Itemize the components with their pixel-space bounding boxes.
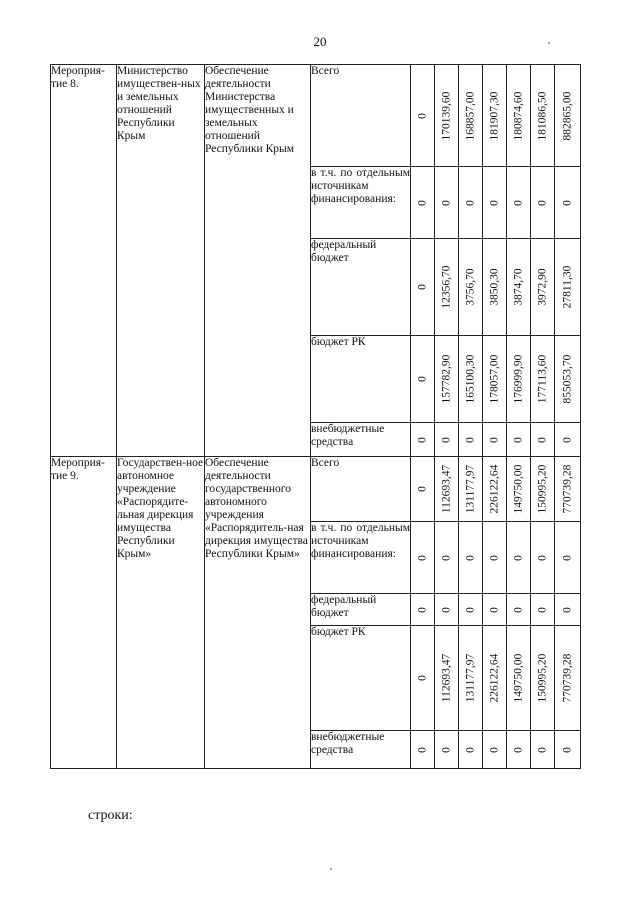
- value-cell: [483, 594, 507, 626]
- value-cell: [507, 423, 531, 457]
- value-cell: [507, 594, 531, 626]
- value-cell: [483, 65, 507, 167]
- value-text: 150995,20: [536, 653, 548, 703]
- value-cell: [435, 239, 459, 336]
- value-text: 0: [416, 554, 428, 561]
- value-cell: [435, 65, 459, 167]
- value-text: 0: [416, 606, 428, 613]
- value-cell: [531, 65, 555, 167]
- value-text: 0: [536, 746, 548, 753]
- value-text: 3850,30: [488, 268, 500, 306]
- value-text: 0: [440, 436, 452, 443]
- value-cell: [459, 336, 483, 423]
- value-text: 0: [512, 554, 524, 561]
- value-text: 176999,90: [512, 354, 524, 404]
- value-text: 131177,97: [464, 653, 476, 703]
- value-cell: [459, 65, 483, 167]
- value-text: 3972,90: [536, 268, 548, 306]
- value-text: 180874,60: [512, 91, 524, 140]
- event-cell: Мероприя-тие 8.: [51, 65, 117, 457]
- value-text: 0: [488, 436, 500, 443]
- value-text: 0: [561, 199, 573, 206]
- funding-category: Всего: [311, 65, 411, 167]
- value-text: 0: [512, 746, 524, 753]
- value-text: 0: [512, 606, 524, 613]
- value-text: 226122,64: [488, 653, 500, 703]
- value-text: 0: [440, 606, 452, 613]
- value-cell: [411, 239, 435, 336]
- value-text: 855053,70: [561, 354, 573, 404]
- value-text: 149750,00: [512, 653, 524, 703]
- value-cell: [555, 457, 581, 522]
- value-cell: [435, 336, 459, 423]
- value-cell: [435, 423, 459, 457]
- value-cell: [507, 336, 531, 423]
- table-row: [51, 65, 581, 167]
- value-cell: [555, 65, 581, 167]
- value-text: 0: [416, 675, 428, 681]
- value-text: 770739,28: [561, 464, 573, 514]
- value-text: 0: [464, 199, 476, 206]
- value-cell: [459, 594, 483, 626]
- value-text: 178057,00: [488, 354, 500, 404]
- value-cell: [555, 626, 581, 731]
- value-cell: [555, 336, 581, 423]
- value-cell: [555, 594, 581, 626]
- value-cell: [531, 336, 555, 423]
- value-cell: [459, 457, 483, 522]
- value-text: 0: [440, 554, 452, 561]
- value-cell: [483, 731, 507, 769]
- value-cell: [531, 594, 555, 626]
- value-cell: [411, 626, 435, 731]
- footer-text: строки:: [88, 808, 133, 823]
- value-cell: [507, 731, 531, 769]
- value-text: 0: [561, 606, 573, 613]
- value-text: 0: [488, 554, 500, 561]
- value-text: 168857,00: [464, 91, 476, 140]
- value-text: 0: [561, 746, 573, 753]
- value-cell: [531, 423, 555, 457]
- executor-cell: Министерство имуществен-ных и земельных отношений Республики Крым: [117, 65, 205, 457]
- value-cell: [555, 239, 581, 336]
- value-cell: [555, 423, 581, 457]
- value-cell: [459, 522, 483, 594]
- value-cell: [459, 731, 483, 769]
- purpose-cell: Обеспечение деятельности Министерства имущественных и земельных отношений Республики Крым: [205, 65, 311, 457]
- value-text: 112693,47: [440, 653, 452, 703]
- value-cell: [507, 167, 531, 239]
- financing-table: [50, 64, 581, 769]
- table-row: [51, 457, 581, 522]
- value-text: 0: [464, 554, 476, 561]
- value-text: 0: [536, 199, 548, 206]
- value-text: 150995,20: [536, 464, 548, 514]
- value-text: 157782,90: [440, 354, 452, 404]
- scan-speck: [548, 42, 550, 44]
- value-text: 0: [536, 436, 548, 443]
- value-cell: [507, 626, 531, 731]
- value-cell: [435, 731, 459, 769]
- value-cell: [435, 594, 459, 626]
- value-text: 0: [488, 746, 500, 753]
- value-cell: [555, 522, 581, 594]
- value-cell: [507, 65, 531, 167]
- value-cell: [531, 731, 555, 769]
- value-cell: [483, 626, 507, 731]
- value-text: 0: [464, 436, 476, 443]
- value-cell: [483, 457, 507, 522]
- value-cell: [555, 731, 581, 769]
- funding-category: федеральный бюджет: [311, 594, 411, 626]
- value-text: 0: [536, 606, 548, 613]
- value-text: 131177,97: [464, 464, 476, 514]
- value-text: 0: [488, 199, 500, 206]
- value-text: 0: [464, 606, 476, 613]
- value-text: 0: [561, 436, 573, 443]
- value-text: 0: [536, 554, 548, 561]
- value-cell: [411, 522, 435, 594]
- value-text: 112693,47: [440, 464, 452, 514]
- value-text: 3756,70: [464, 268, 476, 306]
- value-text: 0: [416, 284, 428, 290]
- funding-category: в т.ч. по отдельным источникам финансирования:: [311, 167, 411, 239]
- value-cell: [459, 239, 483, 336]
- value-cell: [483, 423, 507, 457]
- value-text: 0: [512, 199, 524, 206]
- value-text: 0: [440, 746, 452, 753]
- event-cell: Мероприя-тие 9.: [51, 457, 117, 769]
- value-text: 170139,60: [440, 91, 452, 140]
- value-cell: [507, 239, 531, 336]
- value-text: 0: [440, 199, 452, 206]
- funding-category: в т.ч. по отдельным источникам финансирования:: [311, 522, 411, 594]
- value-cell: [507, 457, 531, 522]
- value-cell: [483, 167, 507, 239]
- funding-category: внебюджетные средства: [311, 423, 411, 457]
- executor-cell: Государствен-ное автономное учреждение «Распорядите-льная дирекция имущества Республики Крым»: [117, 457, 205, 769]
- purpose-cell: Обеспечение деятельности государственного автономного учреждения «Распорядитель-ная дирекция имущества Республики Крым»: [205, 457, 311, 769]
- value-cell: [531, 239, 555, 336]
- value-text: 0: [416, 112, 428, 119]
- value-text: 12356,70: [440, 265, 452, 309]
- value-text: 0: [416, 746, 428, 753]
- value-cell: [507, 522, 531, 594]
- value-cell: [531, 457, 555, 522]
- value-cell: [531, 522, 555, 594]
- value-text: 149750,00: [512, 464, 524, 514]
- value-text: 882865,00: [561, 91, 573, 140]
- value-text: 0: [464, 746, 476, 753]
- value-text: 0: [416, 376, 428, 382]
- value-text: 181907,30: [488, 91, 500, 140]
- funding-category: бюджет РК: [311, 626, 411, 731]
- funding-category: бюджет РК: [311, 336, 411, 423]
- value-cell: [555, 167, 581, 239]
- value-text: 226122,64: [488, 464, 500, 514]
- value-text: 770739,28: [561, 653, 573, 703]
- value-cell: [483, 522, 507, 594]
- value-cell: [531, 167, 555, 239]
- funding-category: федеральный бюджет: [311, 239, 411, 336]
- value-cell: [459, 423, 483, 457]
- value-cell: [411, 457, 435, 522]
- value-cell: [483, 239, 507, 336]
- value-text: 0: [416, 486, 428, 492]
- value-text: 0: [488, 606, 500, 613]
- value-text: 0: [416, 436, 428, 443]
- value-cell: [435, 626, 459, 731]
- scan-speck: [330, 868, 332, 870]
- value-cell: [411, 731, 435, 769]
- value-cell: [459, 626, 483, 731]
- value-cell: [483, 336, 507, 423]
- value-cell: [411, 336, 435, 423]
- value-cell: [531, 626, 555, 731]
- value-cell: [459, 167, 483, 239]
- value-cell: [411, 594, 435, 626]
- value-text: 181086,50: [536, 91, 548, 140]
- funding-category: Всего: [311, 457, 411, 522]
- value-cell: [411, 423, 435, 457]
- value-text: 0: [561, 554, 573, 561]
- value-cell: [411, 167, 435, 239]
- value-text: 0: [512, 436, 524, 443]
- value-cell: [435, 457, 459, 522]
- value-cell: [411, 65, 435, 167]
- value-cell: [435, 522, 459, 594]
- value-cell: [435, 167, 459, 239]
- value-text: 3874,70: [512, 268, 524, 306]
- value-text: 27811,30: [561, 265, 573, 309]
- value-text: 177113,60: [536, 354, 548, 404]
- value-text: 165100,30: [464, 354, 476, 404]
- page-number: 20: [313, 34, 327, 49]
- funding-category: внебюджетные средства: [311, 731, 411, 769]
- value-text: 0: [416, 199, 428, 206]
